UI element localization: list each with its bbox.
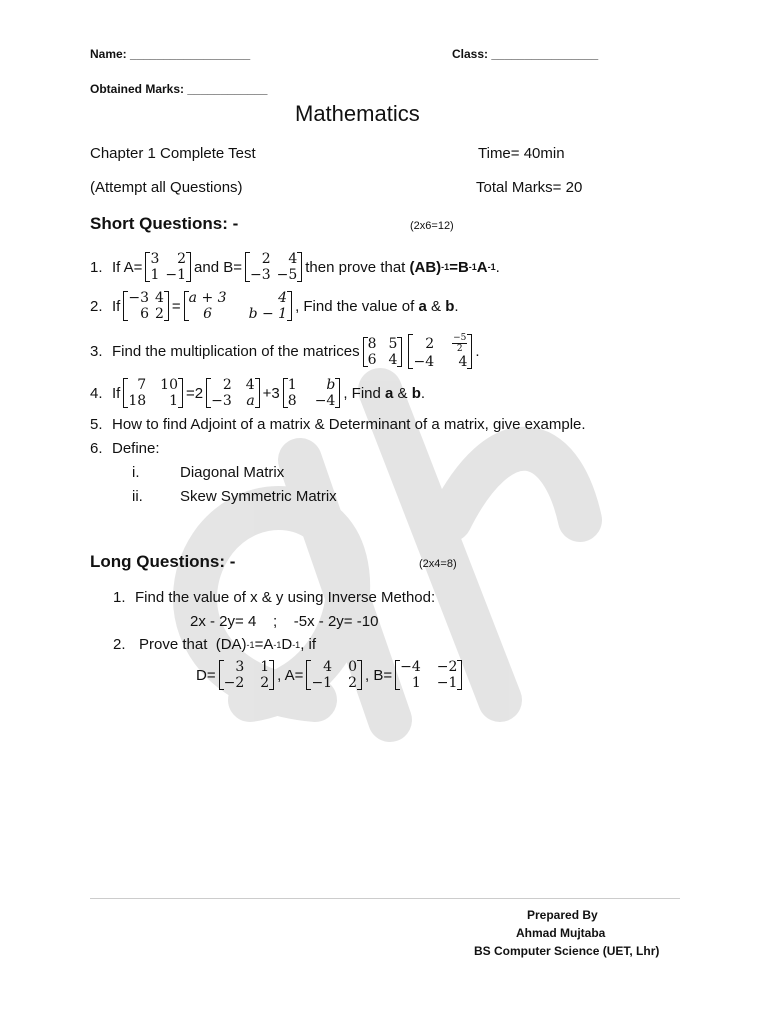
short-question-1 bbox=[90, 251, 500, 283]
matrix-cell: −4 bbox=[413, 354, 435, 370]
obtained-marks-label: Obtained Marks: ____________ bbox=[90, 82, 268, 96]
matrix-cell: a + 3 bbox=[188, 290, 227, 306]
short-question-4 bbox=[90, 377, 425, 409]
fraction-numerator: −5 bbox=[453, 333, 467, 343]
long-questions-heading: Long Questions: - bbox=[90, 552, 236, 571]
matrix-cell: 2 bbox=[222, 377, 232, 393]
matrix-cell: −2 bbox=[223, 675, 245, 691]
question-number: 5. bbox=[90, 416, 103, 433]
list-item-text: Skew Symmetric Matrix bbox=[180, 488, 337, 505]
author-department: BS Computer Science (UET, Lhr) bbox=[474, 944, 660, 958]
fraction bbox=[452, 333, 467, 354]
matrix-first bbox=[363, 336, 403, 368]
a-label: , A= bbox=[277, 666, 304, 684]
name-field-label: Name: __________________ bbox=[90, 47, 251, 61]
list-item bbox=[132, 488, 337, 505]
matrix-cell: 8 bbox=[287, 393, 297, 409]
q2-dot: . bbox=[454, 297, 459, 315]
q1-inv-2: -1 bbox=[468, 262, 477, 272]
list-item bbox=[132, 464, 284, 481]
lq2-rhs: =A bbox=[254, 636, 274, 653]
matrix-cell: 4 bbox=[388, 351, 398, 368]
matrix-cell: 2 bbox=[348, 675, 357, 691]
time-label: Time= 40min bbox=[478, 145, 565, 162]
matrix-cell: −4 bbox=[314, 393, 336, 409]
lq2-da: (DA) bbox=[215, 636, 247, 653]
matrix-cell: −3 bbox=[128, 290, 149, 306]
matrix-cell: −2 bbox=[436, 659, 458, 675]
instruction-label: (Attempt all Questions) bbox=[90, 179, 243, 196]
matrix-cell: b bbox=[326, 377, 336, 393]
q2-amp: & bbox=[431, 297, 442, 315]
q4-find: , Find bbox=[343, 384, 381, 402]
matrix-cell: 2 bbox=[260, 675, 270, 691]
lq2-inv-3: -1 bbox=[292, 639, 301, 650]
question-number: 4. bbox=[90, 384, 103, 402]
q2-a: a bbox=[418, 297, 427, 315]
matrix-cell: 1 bbox=[150, 267, 160, 283]
q4-if: If bbox=[112, 384, 121, 402]
matrix-b bbox=[395, 659, 462, 691]
matrix-cell: 18 bbox=[128, 393, 147, 409]
chapter-label: Chapter 1 Complete Test bbox=[90, 145, 256, 162]
matrix-cell: 1 bbox=[260, 659, 270, 675]
matrix-a bbox=[306, 659, 362, 691]
matrix-second bbox=[408, 333, 472, 370]
short-question-2 bbox=[90, 290, 459, 322]
q6-text: Define: bbox=[112, 440, 160, 457]
matrix-cell: −1 bbox=[436, 675, 458, 691]
question-number: 3. bbox=[90, 343, 103, 360]
q1-then: then prove that bbox=[305, 258, 406, 276]
q2-find: , Find the value of bbox=[295, 297, 415, 315]
q2-b: b bbox=[445, 297, 455, 315]
q5-text: How to find Adjoint of a matrix & Determinant of a matrix, give example. bbox=[112, 416, 586, 433]
matrix-cell: 1 bbox=[287, 377, 297, 393]
matrix-cell: −3 bbox=[249, 267, 271, 283]
short-question-5 bbox=[90, 416, 586, 433]
matrix-cell: 2 bbox=[154, 306, 164, 322]
matrix-right bbox=[184, 290, 292, 322]
matrix-cell: −3 bbox=[211, 393, 232, 409]
matrix-a bbox=[145, 251, 191, 283]
question-number: 1. bbox=[113, 589, 126, 606]
question-number: 2. bbox=[90, 297, 103, 315]
footer-divider bbox=[90, 898, 680, 899]
matrix-cell: −5 bbox=[276, 267, 298, 283]
list-item-number: ii. bbox=[132, 488, 143, 505]
d-label: D= bbox=[196, 666, 216, 684]
matrix-cell: 3 bbox=[235, 659, 245, 675]
matrix-cell: 2 bbox=[261, 251, 271, 267]
q2-eq: = bbox=[171, 297, 181, 315]
matrix-cell: 4 bbox=[288, 251, 298, 267]
b-label: , B= bbox=[365, 666, 393, 684]
question-number: 1. bbox=[90, 258, 103, 276]
matrix-cell: −4 bbox=[400, 659, 421, 675]
q4-dot: . bbox=[420, 384, 426, 402]
q4-eq2: =2 bbox=[186, 384, 204, 402]
matrix-cell: −1 bbox=[311, 675, 333, 691]
class-field-label: Class: ________________ bbox=[452, 47, 599, 61]
total-marks-label: Total Marks= 20 bbox=[476, 179, 583, 196]
matrix-cell: 6 bbox=[367, 351, 377, 368]
q1-a: A bbox=[476, 258, 488, 276]
long-question-2 bbox=[113, 636, 316, 653]
lq2-inv-1: -1 bbox=[246, 639, 255, 650]
matrix-cell: 10 bbox=[160, 377, 178, 393]
q1-ab: (AB) bbox=[409, 258, 442, 276]
matrix-b bbox=[245, 251, 302, 283]
q1-and-b: and B= bbox=[194, 258, 242, 276]
short-questions-marks: (2x6=12) bbox=[410, 220, 454, 232]
matrix-middle bbox=[206, 377, 260, 409]
q3-text: Find the multiplication of the matrices bbox=[112, 343, 360, 360]
q1-eq-b: =B bbox=[449, 258, 469, 276]
author-name: Ahmad Mujtaba bbox=[516, 926, 606, 940]
matrix-cell: a bbox=[246, 393, 255, 409]
lq2-if: , if bbox=[300, 636, 317, 653]
lq1-text: Find the value of x & y using Inverse Method: bbox=[135, 589, 436, 606]
matrix-cell: 4 bbox=[154, 290, 164, 306]
q1-if-a: If A= bbox=[112, 258, 143, 276]
matrix-cell: −1 bbox=[165, 267, 187, 283]
q4-b: b bbox=[411, 384, 421, 402]
equation-line: 2x - 2y= 4 ; -5x - 2y= -10 bbox=[190, 613, 379, 630]
long-question-1 bbox=[113, 589, 435, 606]
q1-dot: . bbox=[495, 258, 500, 276]
matrix-cell: 0 bbox=[348, 659, 357, 675]
page-title: Mathematics bbox=[295, 101, 420, 126]
question-number: 6. bbox=[90, 440, 103, 457]
fraction-denominator: 2 bbox=[456, 344, 463, 354]
lq2-inv-2: -1 bbox=[273, 639, 282, 650]
matrix-cell: 2 bbox=[425, 335, 435, 352]
q1-inv-1: -1 bbox=[441, 262, 450, 272]
matrix-cell: 7 bbox=[137, 377, 147, 393]
question-number: 2. bbox=[113, 636, 126, 653]
lq2-text: Prove that bbox=[139, 636, 208, 653]
matrix-d bbox=[219, 659, 275, 691]
q4-amp: & bbox=[397, 384, 408, 402]
long-question-2-matrices bbox=[196, 659, 465, 691]
matrix-left bbox=[123, 290, 169, 322]
matrix-cell: 4 bbox=[278, 290, 288, 306]
matrix-right bbox=[283, 377, 341, 409]
matrix-cell: 3 bbox=[150, 251, 160, 267]
matrix-cell: 2 bbox=[177, 251, 187, 267]
lq2-d: D bbox=[281, 636, 293, 653]
matrix-cell: 4 bbox=[458, 354, 468, 370]
matrix-cell: 6 bbox=[203, 306, 213, 322]
short-question-6 bbox=[90, 440, 160, 457]
short-questions-heading: Short Questions: - bbox=[90, 214, 239, 233]
matrix-cell: b − 1 bbox=[248, 306, 288, 322]
matrix-cell: 4 bbox=[245, 377, 255, 393]
prepared-by-label: Prepared By bbox=[527, 908, 598, 922]
q2-if: If bbox=[112, 297, 121, 315]
matrix-cell: 6 bbox=[140, 306, 149, 322]
q4-a: a bbox=[385, 384, 394, 402]
matrix-cell: 4 bbox=[323, 659, 333, 675]
list-item-number: i. bbox=[132, 464, 140, 481]
short-question-3 bbox=[90, 333, 480, 370]
list-item-text: Diagonal Matrix bbox=[180, 464, 285, 481]
q3-dot: . bbox=[475, 343, 480, 360]
long-questions-marks: (2x4=8) bbox=[419, 558, 457, 570]
matrix-cell: 5 bbox=[388, 335, 398, 352]
q4-plus3: +3 bbox=[262, 384, 280, 402]
matrix-cell: 1 bbox=[411, 675, 421, 691]
matrix-cell: 1 bbox=[169, 393, 178, 409]
q1-inv-3: -1 bbox=[487, 262, 496, 272]
matrix-left bbox=[123, 377, 183, 409]
matrix-cell: 8 bbox=[367, 335, 377, 352]
